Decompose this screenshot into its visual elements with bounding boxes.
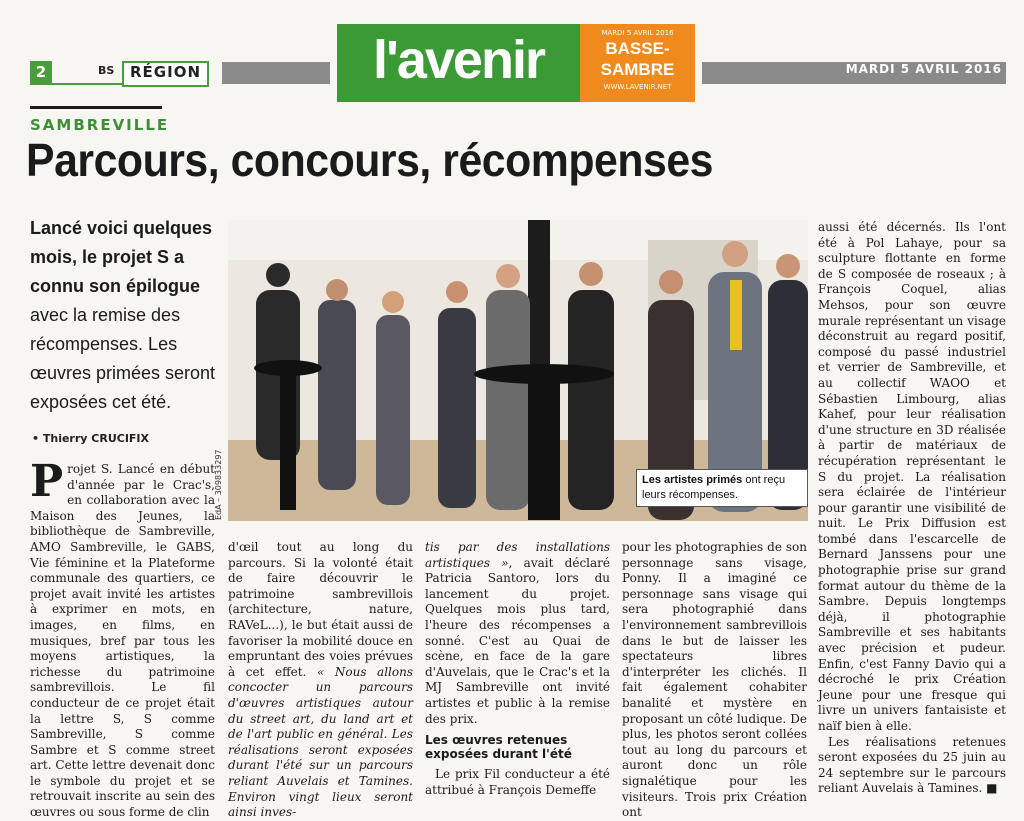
column-5-text-2: Les réalisations retenues seront exposées du 25 juin au 24 septembre sur le parcours reliant Auvelais à Tamines. ■ <box>818 734 1006 796</box>
article-kicker: SAMBREVILLE <box>30 116 170 134</box>
section-label: RÉGION <box>122 61 209 87</box>
logo-wordmark: l'avenir <box>337 24 580 102</box>
caption-bold: Les artistes primés <box>642 474 743 486</box>
column-3-text-2: Le prix Fil conducteur a été attribué à François Demeffe <box>425 767 610 797</box>
byline: • Thierry CRUCIFIX <box>32 432 150 445</box>
logo-date: MARDI 5 AVRIL 2016 <box>601 29 674 37</box>
logo-website: WWW.LAVENIR.NET <box>603 83 672 91</box>
header-bar-left <box>222 62 330 84</box>
column-5-text: aussi été décernés. Ils l'ont été à Pol Lahaye, pour sa sculpture flottante en forme de S composée de roseaux ; à François Coquel, alias Mehsos, pour son œuvre murale représentant un visage déconstruit au regard positif, composé du passé industriel et verrier de Sambreville, et au collectif WAOO et Sébastien Limbourg, alias Kahef, pour leur réalisation d'une structure en 3D réalisée à partir de matériaux de récupération représentant le S du projet. La réalisation sera éclairée de l'intérieur pour garantir une visibilité de nuit. Le Prix Diffusion est tombé dans l'escarcelle de Bernard Janssens pour une photographie prise sur grand format autour du thème de la Sambre. Depuis longtemps déjà, il photographie Sambreville et ses habitants avec précision et pudeur. Enfin, c'est Fanny Davio qui a décroché le prix Création Jeune pour une fresque qui livre un univers fantaisiste et naïf bien à elle. <box>818 220 1006 733</box>
column-1-text: rojet S. Lancé en début d'année par le Crac's, en collaboration avec la Maison des Jeunes, la bibliothèque de Sambreville, AMO Sambreville, le GABS, Vie féminine et la Plateforme communale des quartiers, ce projet avait invité les artistes à exprimer en mots, en images, en films, en musiques, bref par tous les moyens artistiques, la richesse du patrimoine sambrevillois. Le fil conducteur de ce projet était la lettre S, S comme Sambreville, S comme Sambre et S comme street art. Cette lettre devenait donc le symbole du projet et se retrouvait inscrite au sein des œuvres ou sous forme de clin <box>30 462 215 820</box>
photo-caption <box>636 469 808 507</box>
logo-edition-block <box>580 24 695 102</box>
logo-region-line1: BASSE- <box>605 39 670 58</box>
article-title: Parcours, concours, récompenses <box>26 134 713 186</box>
lead-bold: Lancé voici quelques mois, le projet S a connu son épilogue <box>30 218 213 296</box>
logo-region-line2: SAMBRE <box>600 60 675 79</box>
lead-rest: avec la remise des récompenses. Les œuvres primées seront exposées cet été. <box>30 305 216 412</box>
column-2-text: d'œil tout au long du parcours. Si la volonté était de faire découvrir le patrimoine sambrevillois (architecture, nature, RAVeL...), le but était aussi de favoriser la mobilité douce en empruntant des voies prévues à cet effet. <box>228 540 413 679</box>
article-column-2 <box>228 540 413 820</box>
caption-rest: ont reçu leurs récompenses. <box>642 474 786 501</box>
dropcap: P <box>30 456 64 507</box>
column-4-text: pour les photographies de son personnage sans visage, Ponny. Il a imaginé ce personnage sans visage qui sera photographié dans l'environnement sambrevillois dans le but de laisser les spectateurs libres d'interpréter les clichés. Il fait également cohabiter banalité et mystère en proposant un côté ludique. De plus, les photos seront collées tout au long du parcours et auront donc un rôle signalétique pour les visiteurs. Trois prix Création ont <box>622 540 807 820</box>
article-lead <box>30 214 220 417</box>
column-3-quote: tis par des installations artistiques » <box>425 540 610 570</box>
page-number: 2 <box>30 61 52 83</box>
photo-credit: EdA – 309833297 <box>214 449 223 520</box>
article-column-4 <box>622 540 807 820</box>
column-3-subheading: Les œuvres retenues exposées durant l'été <box>425 733 572 762</box>
header-date: MARDI 5 AVRIL 2016 <box>845 62 1002 76</box>
column-2-quote: « Nous allons concocter un parcours d'œuvres artistiques autour du street art, du land art et de l'art public en général. Les réalisations seront exposées durant l'été sur un parcours reliant Auvelais et Tamines. Environ vingt lieux seront ainsi inves- <box>228 664 413 820</box>
article-column-3 <box>425 540 610 797</box>
article-column-5 <box>818 220 1006 796</box>
column-3-text: , avait déclaré Patricia Santoro, lors du lancement du projet. Quelques mois plus tard, l'heure des récompenses a sonné. C'est au Quai de scène, en face de la gare d'Auvelais, que le Crac's et la MJ Sambreville ont invité artistes et public à la remise des prix. <box>425 555 610 726</box>
newspaper-logo[interactable] <box>337 24 695 102</box>
edition-code: BS <box>98 64 115 77</box>
article-column-1 <box>30 456 215 820</box>
kicker-rule <box>30 106 162 109</box>
